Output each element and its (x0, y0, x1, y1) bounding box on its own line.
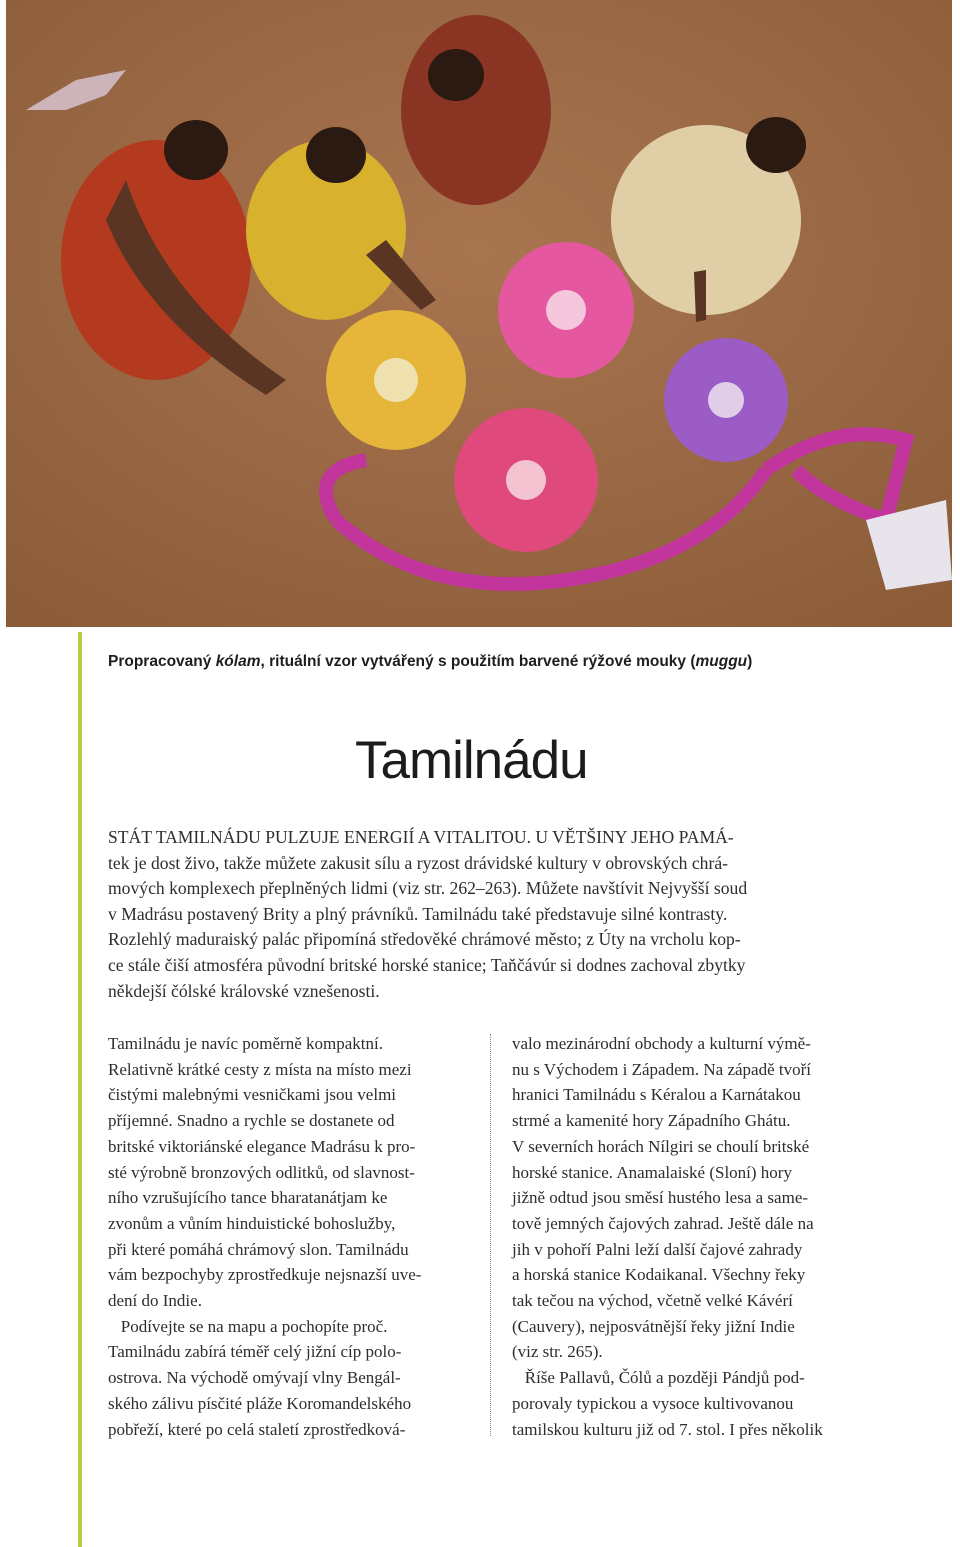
body-line: zvonům a vůním hinduistické bohoslužby, (108, 1213, 396, 1233)
body-column-left (108, 1031, 478, 1442)
caption-text: , rituální vzor vytvářený s použitím barvené rýžové mouky ( (260, 653, 696, 670)
flower-pink-bottom (454, 408, 598, 552)
caption-text: ) (747, 653, 753, 670)
body-line: Říše Pallavů, Čólů a později Pándjů pod- (512, 1368, 805, 1388)
intro-paragraph (108, 825, 876, 1004)
body-line: Tamilnádu zabírá téměř celý jižní cíp polo- (108, 1342, 402, 1362)
body-line: horské stanice. Anamalaiské (Sloní) hory (512, 1162, 792, 1182)
body-line: při které pomáhá chrámový slon. Tamilnádu (108, 1239, 409, 1259)
intro-line: ce stále čiší atmosféra původní britské horské stanice; Taňčávúr si dodnes zachoval zbytky (108, 954, 746, 975)
body-line: čistými malebnými vesničkami jsou velmi (108, 1085, 397, 1105)
intro-line: v Madrásu postavený Brity a plný právníků. Tamilnádu také představuje silné kontrasty. (108, 903, 728, 924)
body-line: porovaly typickou a vysoce kultivovanou (512, 1393, 794, 1413)
intro-line: STÁT TAMILNÁDU PULZUJE ENERGIÍ A VITALITOU. U VĚTŠINY JEHO PAMÁ- (108, 827, 734, 847)
column-divider (490, 1034, 491, 1436)
caption-italic-muggu: muggu (695, 653, 748, 670)
intro-line: tek je dost živo, takže můžete zakusit sílu a ryzost drávidské kultury v obrovských chrá- (108, 852, 728, 873)
body-line: jih v pohoří Palni leží další čajové zahrady (512, 1239, 803, 1259)
body-column-right (512, 1031, 882, 1442)
intro-line: Rozlehlý maduraiský palác připomíná středověké chrámové město; z Úty na vrcholu kop- (108, 929, 741, 950)
photo-caption (108, 651, 928, 673)
body-line: pobřeží, které po celá staletí zprostředková- (108, 1419, 406, 1439)
body-line: ostrova. Na východě omývají vlny Bengál- (108, 1368, 401, 1388)
body-line: příjemné. Snadno a rychle se dostanete od (108, 1111, 395, 1131)
body-line: hranici Tamilnádu s Kéralou a Karnátakou (512, 1085, 801, 1105)
flower-yellow (326, 310, 466, 450)
intro-line: někdejší čólské královské vznešenosti. (108, 980, 380, 1001)
body-line: Tamilnádu je navíc poměrně kompaktní. (108, 1034, 383, 1053)
flower-purple (664, 338, 788, 462)
body-line: tově jemných čajových zahrad. Ještě dále na (512, 1213, 814, 1233)
body-line: V severních horách Nílgiri se choulí britské (512, 1136, 810, 1156)
caption-italic-kolam: kólam (215, 653, 261, 670)
page-title: Tamilnádu (355, 731, 588, 790)
body-line: ního vzrušujícího tance bharatanátjam ke (108, 1188, 388, 1208)
body-line: britské viktoriánské elegance Madrásu k pro- (108, 1136, 416, 1156)
kolam-photo (6, 0, 952, 627)
body-line: valo mezinárodní obchody a kulturní výmě- (512, 1034, 811, 1053)
intro-line: mových komplexech přeplněných lidmi (viz str. 262–263). Můžete navštívit Nejvyšší soud (108, 878, 748, 899)
body-line: (Cauvery), nejposvátnější řeky jižní Indie (512, 1316, 795, 1336)
body-line: (viz str. 265). (512, 1342, 603, 1362)
body-line: strmé a kamenité hory Západního Ghátu. (512, 1111, 791, 1131)
body-line: Podívejte se na mapu a pochopíte proč. (108, 1316, 388, 1336)
body-line: tak tečou na východ, včetně velké Kávérí (512, 1291, 793, 1311)
accent-rule (78, 632, 82, 1547)
body-line: sté výrobně bronzových odlitků, od slavnost- (108, 1162, 415, 1182)
body-line: a horská stanice Kodaikanal. Všechny řeky (512, 1265, 806, 1285)
body-line: ského zálivu písčité pláže Koromandelského (108, 1393, 412, 1413)
body-line: dení do Indie. (108, 1291, 202, 1311)
flower-pink-top (498, 242, 634, 378)
body-line: vám bezpochyby zprostředkuje nejsnazší uve- (108, 1265, 422, 1285)
body-line: Relativně krátké cesty z místa na místo mezi (108, 1059, 412, 1079)
woman-back-figure (401, 15, 551, 205)
body-line: jižně odtud jsou směsí hustého lesa a same- (512, 1188, 809, 1208)
caption-text: Propracovaný (108, 653, 216, 670)
body-line: nu s Východem i Západem. Na západě tvoří (512, 1059, 811, 1079)
kolam-illustration (6, 0, 952, 627)
body-line: tamilskou kulturu již od 7. stol. I přes několik (512, 1419, 823, 1439)
